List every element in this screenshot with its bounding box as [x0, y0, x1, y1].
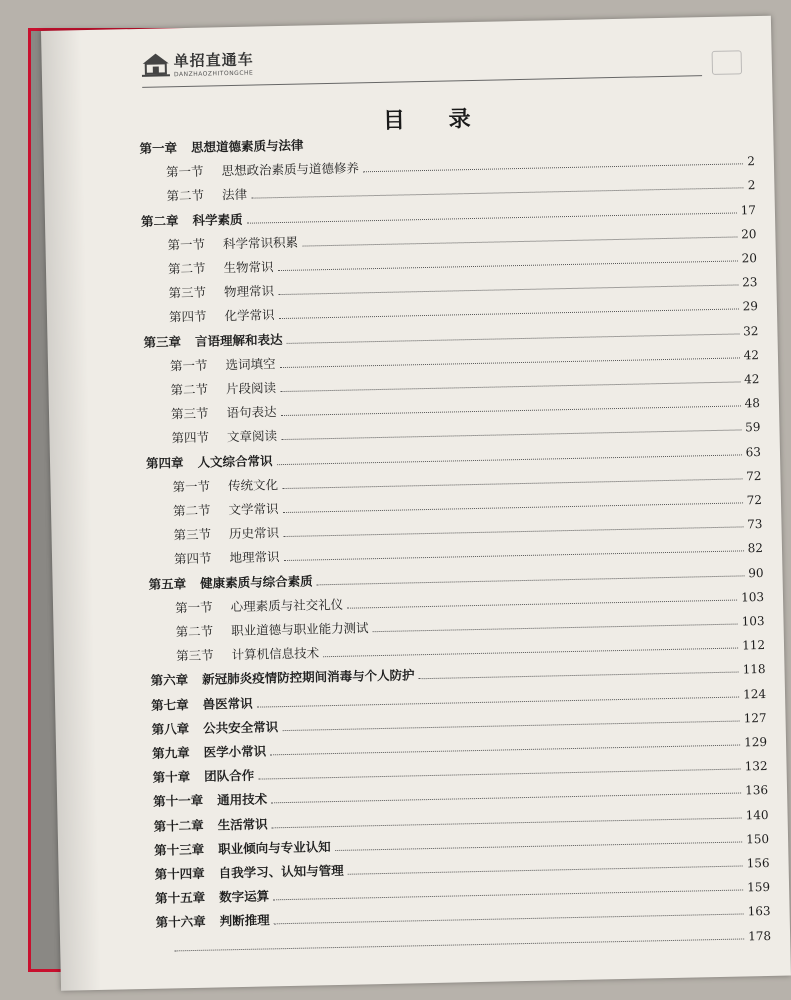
- toc-entry-title: 化学常识: [224, 307, 275, 324]
- toc-entry-label: [168, 281, 274, 301]
- toc-entry-number: 第一节: [174, 599, 213, 616]
- toc-page-number: 103: [740, 589, 765, 605]
- toc-entry-title: 生活常识: [217, 816, 268, 833]
- toc-entry-number: 第六章: [150, 672, 189, 689]
- toc-entry-number: 第十一章: [153, 793, 204, 810]
- toc-entry-label: [152, 766, 254, 786]
- toc-entry-title: 历史常识: [228, 525, 280, 542]
- toc-entry-title: 人文综合常识: [197, 452, 273, 470]
- toc-entry-number: 第四节: [171, 429, 210, 446]
- toc-entry-number: 第十六章: [155, 914, 206, 931]
- toc-page-number: 42: [743, 347, 760, 363]
- toc-entry-label: [170, 354, 276, 374]
- toc-page-number: 63: [745, 444, 762, 459]
- toc-entry-label: [172, 475, 278, 495]
- logo-text-cn: 单招直通车: [173, 50, 254, 71]
- toc-page-number: 59: [745, 420, 761, 435]
- toc-entry-number: 第二节: [172, 502, 211, 519]
- toc-entry-title: 通用技术: [217, 791, 268, 808]
- toc-page-number: 132: [744, 759, 768, 774]
- toc-entry-number: 第十五章: [155, 889, 206, 906]
- toc-entry-number: 第二节: [167, 260, 206, 277]
- toc-entry-number: 第七章: [150, 696, 189, 713]
- toc-entry-label: [155, 887, 269, 907]
- toc-entry-title: 职业道德与职业能力测试: [230, 620, 369, 639]
- toc-entry-label: [153, 814, 267, 834]
- toc-title: 目 录: [382, 105, 489, 134]
- toc-entry-label: [170, 378, 276, 398]
- toc-page-number: 20: [741, 251, 758, 266]
- toc-entry-title: 物理常识: [223, 283, 275, 300]
- toc-page-number: 73: [747, 517, 763, 532]
- toc-entry-label: [154, 837, 331, 859]
- toc-entry-number: 第一节: [172, 478, 211, 495]
- toc-entry-label: [171, 402, 277, 422]
- toc-entry-number: 第一节: [167, 236, 206, 253]
- toc-entry-number: 第一节: [169, 357, 208, 374]
- toc-entry-label: [150, 666, 414, 690]
- toc-entry-label: [174, 548, 280, 568]
- toc-page-number: 32: [743, 323, 759, 338]
- toc-entry-number: 第十二章: [153, 817, 204, 834]
- toc-page-number: 103: [741, 613, 765, 629]
- toc-page-number: 2: [747, 154, 756, 169]
- toc-entry-number: 第四章: [145, 454, 184, 471]
- toc-entry-title: 科学常识积累: [222, 234, 299, 252]
- toc-page-number: 48: [744, 396, 761, 411]
- toc-entry-title: 兽医常识: [202, 695, 253, 712]
- toc-entry-number: 第十章: [152, 769, 191, 786]
- toc-page-number: 42: [744, 372, 760, 387]
- toc-page-number: 156: [746, 855, 770, 871]
- toc-entry-title: 自我学习、认知与管理: [218, 862, 344, 881]
- toc-dot-leader: [419, 672, 739, 680]
- toc-entry-number: 第二节: [166, 188, 205, 204]
- toc-entry-label: [151, 717, 278, 738]
- photo-frame: [28, 28, 772, 972]
- toc-page-number: 127: [743, 710, 767, 726]
- toc-entry-number: 第二节: [175, 623, 214, 640]
- toc-entry-number: 第八章: [151, 720, 190, 737]
- toc-page-number: 178: [748, 928, 772, 943]
- toc-entry-title: 选词填空: [225, 355, 276, 373]
- toc-entry-title: 职业倾向与专业认知: [218, 838, 331, 857]
- toc-entry-title: 地理常识: [229, 549, 280, 566]
- logo-text-en: DANZHAOZHITONGCHE: [173, 69, 254, 79]
- toc-entry-number: 第一节: [165, 163, 204, 180]
- toc-entry-label: [167, 232, 298, 253]
- toc-entry-number: 第三节: [175, 647, 214, 664]
- toc-entry-number: 第十四章: [154, 865, 205, 882]
- toc-page-number: 118: [742, 662, 766, 677]
- toc-entry-number: 第二节: [170, 381, 209, 398]
- toc-entry-number: 第五章: [148, 575, 187, 592]
- toc-entry-label: [175, 618, 368, 640]
- toc-entry-title: 健康素质与综合素质: [199, 573, 313, 591]
- toc-entry-label: [148, 571, 312, 592]
- header-badge: [712, 50, 742, 75]
- toc-entry-label: [154, 861, 343, 883]
- toc-entry-number: 第九章: [151, 745, 190, 761]
- toc-entry-number: 第一章: [139, 140, 178, 156]
- toc-page-number: 29: [742, 299, 759, 314]
- toc-page-number: 163: [747, 904, 771, 919]
- toc-entry-label: [175, 595, 343, 617]
- toc-entry-number: 第二章: [140, 212, 179, 229]
- toc-entry-label: [171, 427, 277, 447]
- toc-entry-title: 传统文化: [227, 476, 279, 493]
- toc-page-number: 124: [742, 686, 767, 702]
- toc-entry-title: 医学小常识: [203, 743, 267, 760]
- toc-entry-label: [146, 451, 273, 472]
- toc-entry-label: [143, 330, 282, 351]
- toc-entry-label: [152, 741, 266, 761]
- toc-entry-label: [176, 644, 319, 665]
- toc-page-number: 129: [744, 734, 768, 750]
- toc-entry-title: 文学常识: [228, 501, 279, 518]
- toc-entry-number: 第四节: [173, 550, 212, 567]
- toc-entry-title: 生物常识: [223, 259, 274, 276]
- toc-page-number: 20: [740, 226, 757, 242]
- toc-entry-title: 思想道德素质与法律: [190, 137, 304, 155]
- toc-entry-label: [166, 159, 359, 181]
- toc-page-number: 2: [747, 178, 756, 193]
- toc-entry-title: 数字运算: [219, 888, 270, 905]
- toc-entry-label: [168, 257, 274, 277]
- toc-entry-label: [156, 911, 270, 931]
- toc-entry-label: [173, 499, 279, 519]
- publisher-logo: [141, 49, 254, 79]
- house-logo-icon: [141, 51, 170, 78]
- toc-entry-number: 第三节: [170, 405, 209, 422]
- toc-entry-number: 第三节: [168, 284, 207, 301]
- toc-page-number: 82: [747, 541, 764, 556]
- toc-entry-title: 新冠肺炎疫情防控期间消毒与个人防护: [201, 667, 415, 688]
- toc-page-number: 136: [745, 783, 769, 798]
- toc-entry-label: [173, 523, 279, 543]
- toc-dot-leader: [174, 938, 744, 951]
- toc-entry-number: 第三节: [173, 526, 212, 543]
- toc-entry-label: [141, 209, 243, 229]
- toc-page-number: 150: [746, 831, 770, 847]
- toc-entry-title: 公共安全常识: [202, 718, 279, 736]
- toc-entry-title: 判断推理: [219, 912, 270, 929]
- toc-entry-title: 计算机信息技术: [231, 645, 320, 663]
- toc-entry-label: [166, 185, 247, 205]
- toc-entry-title: 法律: [221, 187, 248, 203]
- toc-entry-label: [139, 136, 303, 157]
- toc-page-number: 23: [741, 275, 758, 290]
- toc-page-number: 112: [741, 638, 766, 653]
- toc-page-number: 90: [748, 565, 764, 580]
- toc-entry-title: 片段阅读: [225, 380, 277, 397]
- toc-entry-title: 语句表达: [226, 404, 277, 421]
- toc-entry-title: 文章阅读: [226, 428, 278, 445]
- toc-entry-label: [169, 306, 275, 326]
- toc-page-number: 17: [740, 202, 757, 217]
- toc-entry-number: 第十三章: [154, 841, 205, 858]
- toc-entry-label: [153, 790, 267, 810]
- toc-page-number: 72: [746, 468, 762, 484]
- toc-entry-title: 心理素质与社交礼仪: [230, 596, 344, 614]
- toc-entry-title: 言语理解和表达: [194, 331, 283, 349]
- page-header: [141, 37, 702, 88]
- toc-entry-title: 思想政治素质与道德修养: [221, 160, 360, 179]
- book-page: [41, 16, 791, 991]
- toc-page-number: 159: [747, 880, 771, 895]
- toc-entry-title: 团队合作: [204, 767, 255, 784]
- toc-entry-title: 科学素质: [192, 211, 243, 228]
- toc-page-number: 140: [745, 807, 769, 823]
- toc-entry-number: 第三章: [143, 333, 182, 350]
- toc-page-number: 72: [746, 493, 763, 508]
- toc-entry-label: [151, 693, 253, 713]
- toc-entry-label: [156, 940, 170, 955]
- toc-entry-number: 第四节: [168, 308, 207, 325]
